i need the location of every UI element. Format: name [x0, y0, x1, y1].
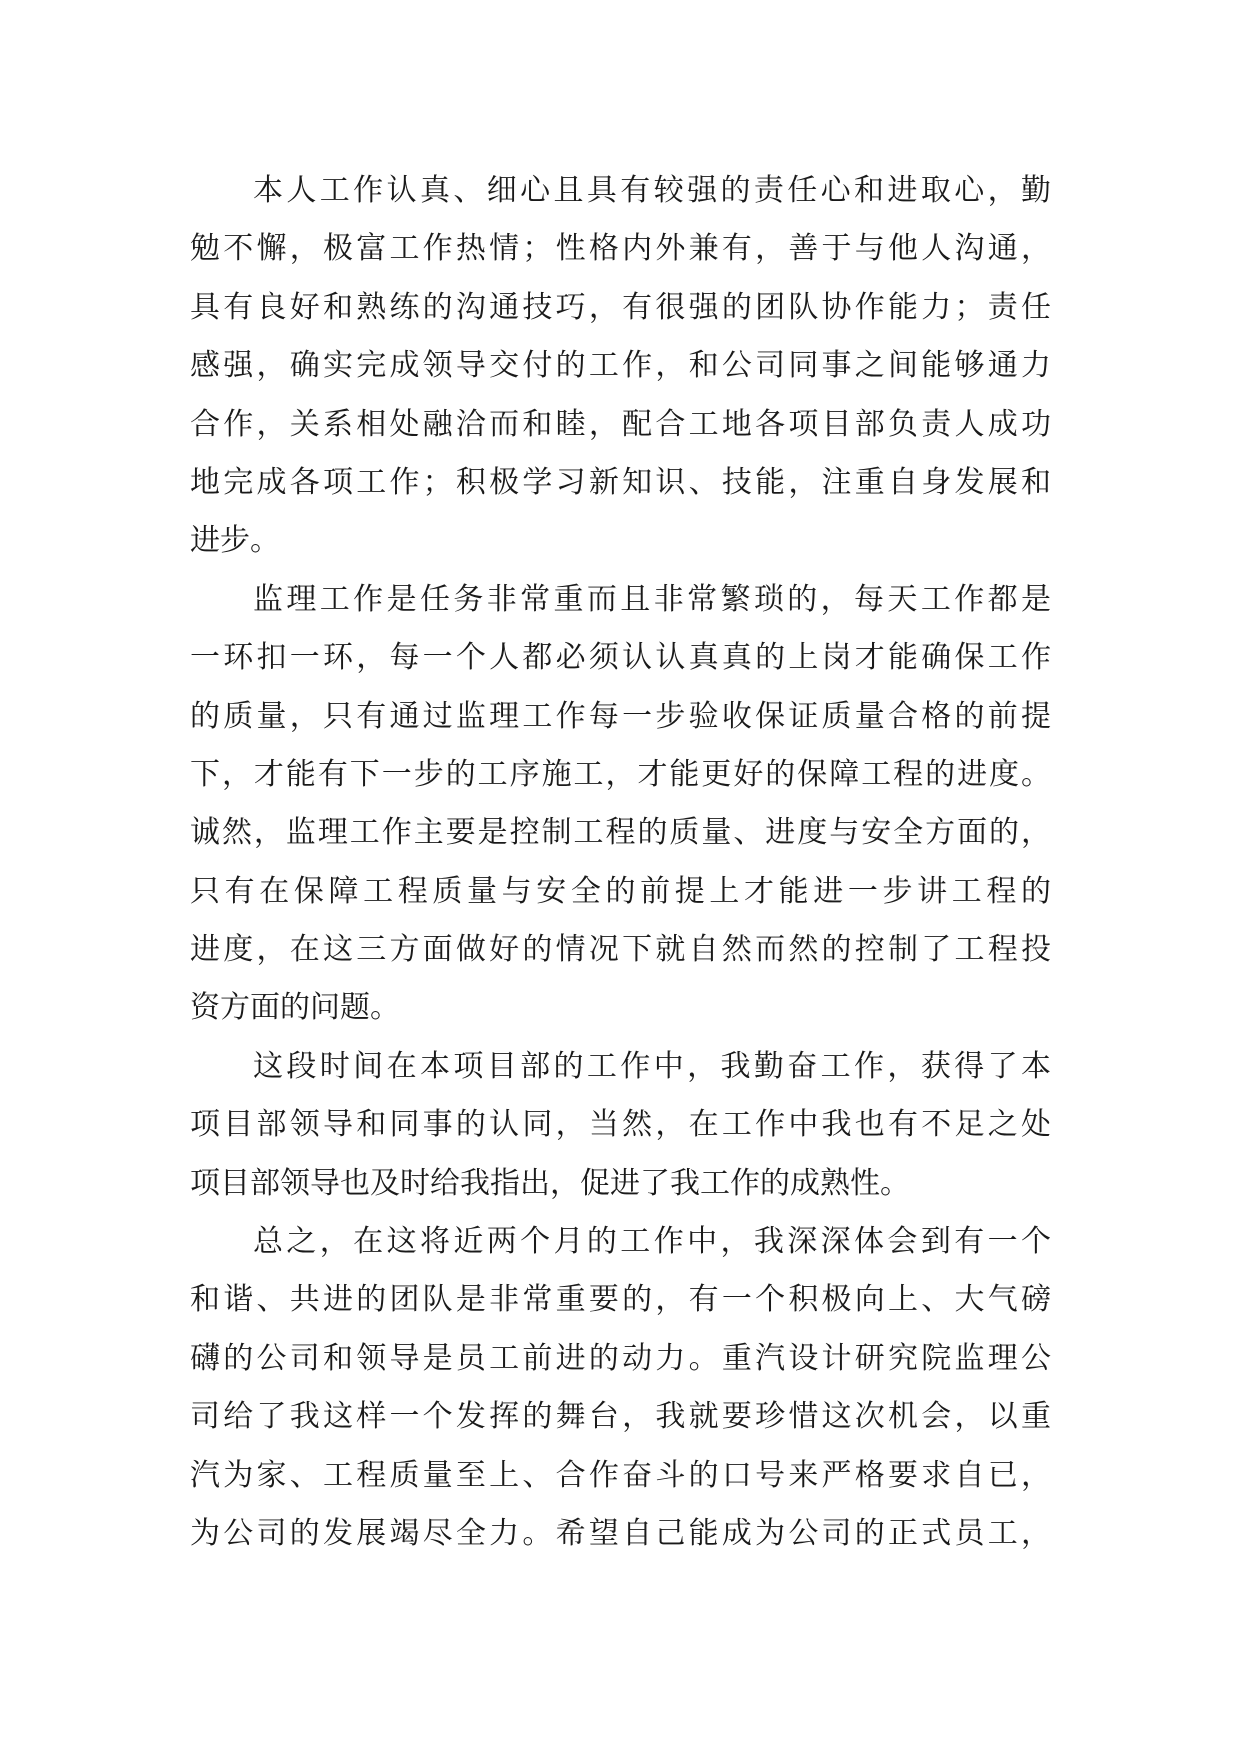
text-line: 总之，在这将近两个月的工作中，我深深体会到有一个: [253, 1224, 1051, 1260]
body-text: [190, 162, 1051, 1563]
text-line: 的质量，只有通过监理工作每一步验收保证质量合格的前提: [190, 698, 1051, 734]
text-line: 本人工作认真、细心且具有较强的责任心和进取心，勤: [253, 173, 1051, 208]
text-line: 勉不懈，极富工作热情；性格内外兼有，善于与他人沟通，: [190, 231, 1051, 267]
text-line: 为公司的发展竭尽全力。希望自己能成为公司的正式员工，: [190, 1515, 1051, 1551]
text-line: 资方面的问题。: [190, 990, 400, 1026]
text-line: 感强，确实完成领导交付的工作，和公司同事之间能够通力: [190, 348, 1051, 384]
text-line: 汽为家、工程质量至上、合作奋斗的口号来严格要求自已，: [190, 1457, 1051, 1493]
text-line: 合作，关系相处融洽而和睦，配合工地各项目部负责人成功: [190, 406, 1051, 442]
text-line: 司给了我这样一个发挥的舞台，我就要珍惜这次机会，以重: [190, 1399, 1051, 1435]
text-line: 一环扣一环，每一个人都必须认认真真的上岗才能确保工作: [190, 640, 1051, 676]
text-line: 进步。: [190, 523, 280, 559]
text-line: 监理工作是任务非常重而且非常繁琐的，每天工作都是: [253, 581, 1051, 617]
text-line: 项目部领导也及时给我指出，促进了我工作的成熟性。: [190, 1165, 910, 1201]
text-line: 诚然，监理工作主要是控制工程的质量、进度与安全方面的，: [190, 815, 1051, 851]
text-line: 下，才能有下一步的工序施工，才能更好的保障工程的进度。: [190, 756, 1051, 792]
text-line: 和谐、共进的团队是非常重要的，有一个积极向上、大气磅: [190, 1282, 1051, 1318]
text-line: 进度，在这三方面做好的情况下就自然而然的控制了工程投: [190, 932, 1051, 968]
text-line: 项目部领导和同事的认同，当然，在工作中我也有不足之处: [190, 1107, 1051, 1143]
text-line: 只有在保障工程质量与安全的前提上才能进一步讲工程的: [190, 873, 1051, 909]
text-line: 具有良好和熟练的沟通技巧，有很强的团队协作能力；责任: [190, 289, 1051, 325]
text-line: 礴的公司和领导是员工前进的动力。重汽设计研究院监理公: [190, 1340, 1051, 1376]
text-line: 地完成各项工作；积极学习新知识、技能，注重自身发展和: [190, 464, 1051, 500]
text-line: 这段时间在本项目部的工作中，我勤奋工作，获得了本: [253, 1048, 1051, 1084]
